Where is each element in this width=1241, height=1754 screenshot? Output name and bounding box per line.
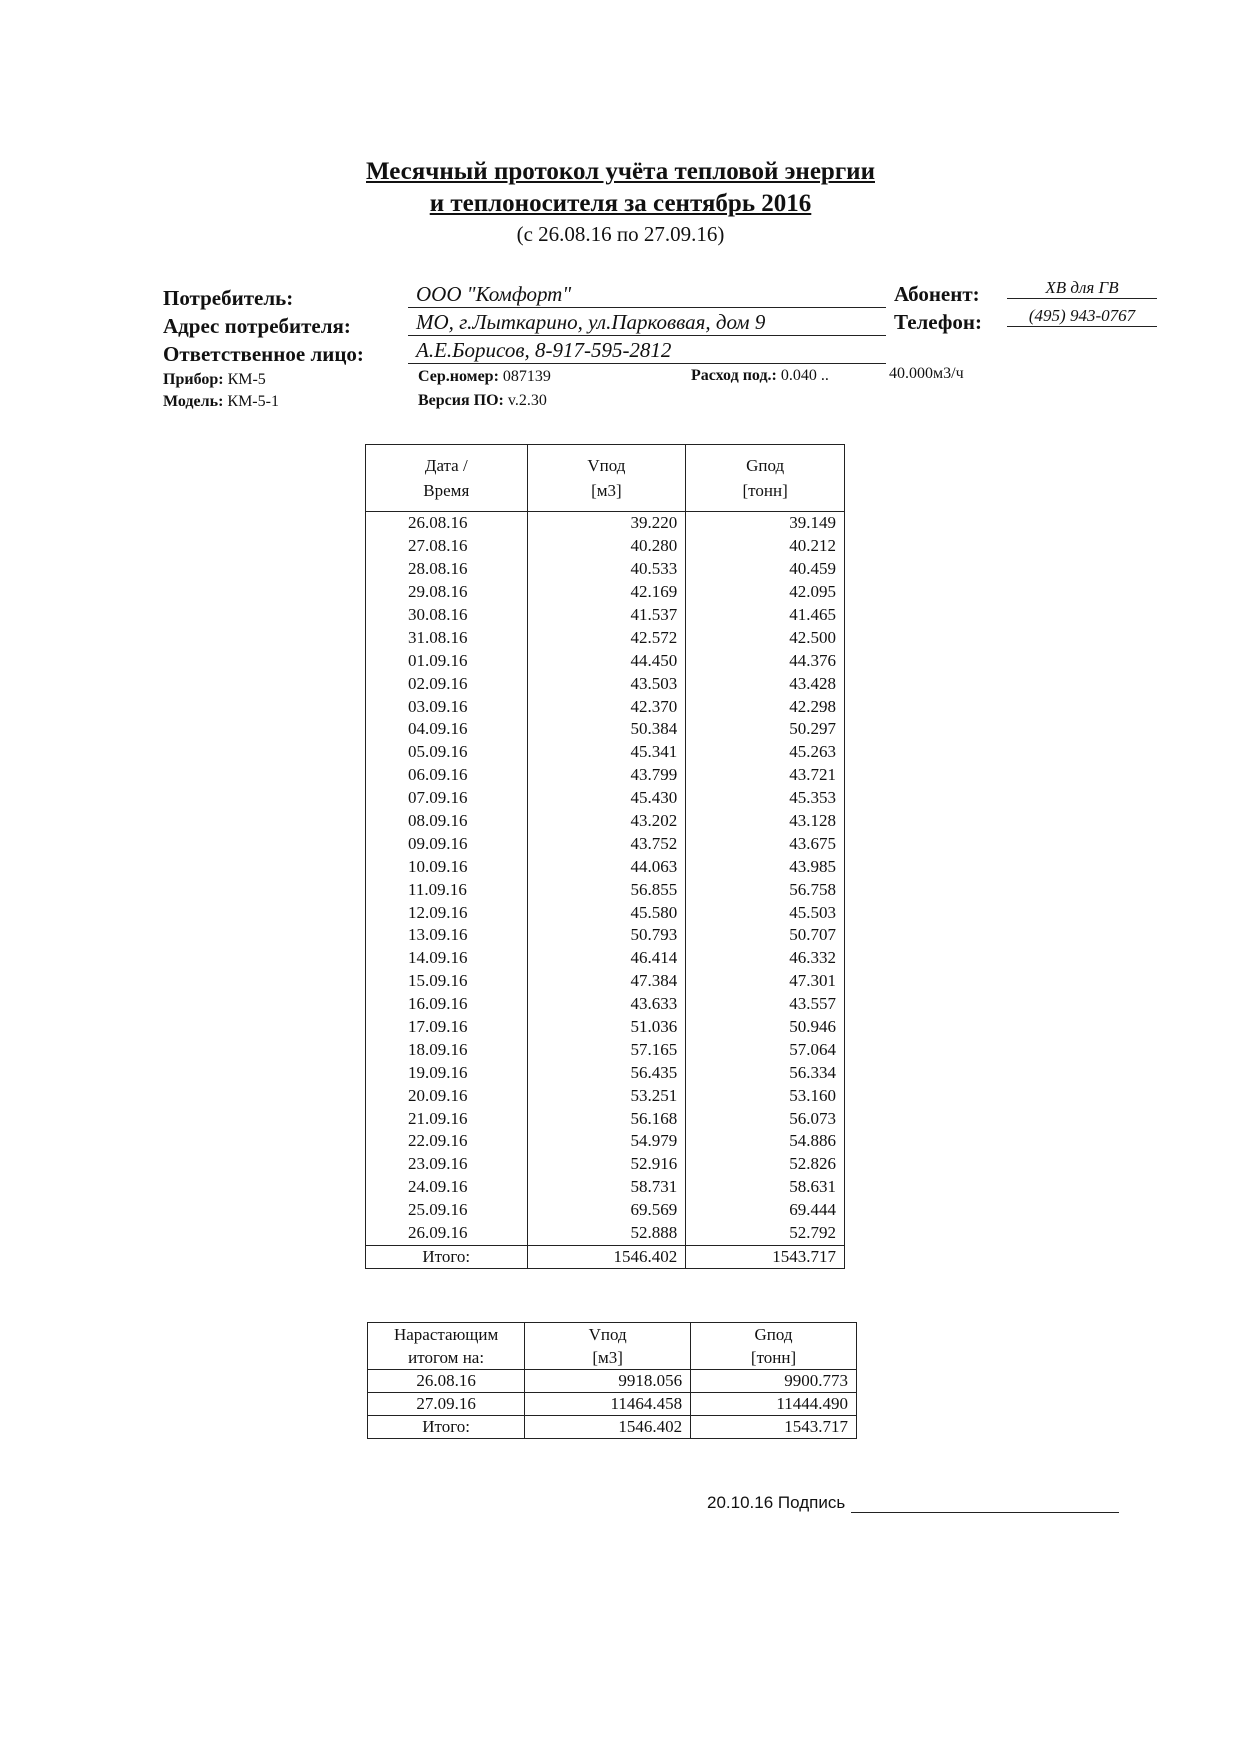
subscriber-value: ХВ для ГВ (1007, 278, 1157, 299)
row-v: 45.341 (527, 741, 686, 764)
row-date: 26.08.16 (366, 512, 528, 535)
title-line-1: Месячный протокол учёта тепловой энергии (366, 158, 875, 185)
subscriber-label: Абонент: (894, 282, 980, 306)
row-g: 47.301 (686, 970, 845, 993)
row-g: 40.212 (686, 535, 845, 558)
row-g: 45.353 (686, 787, 845, 810)
row-v: 42.572 (527, 626, 686, 649)
row-g: 39.149 (686, 512, 845, 535)
row-v: 42.169 (527, 581, 686, 604)
row-v: 47.384 (527, 970, 686, 993)
table-row (366, 970, 845, 993)
row-v: 50.793 (527, 924, 686, 947)
row-v: 42.370 (527, 695, 686, 718)
row-date: 15.09.16 (366, 970, 528, 993)
row-g: 52.826 (686, 1153, 845, 1176)
cumulative-header-row (368, 1323, 857, 1370)
responsible-label: Ответственное лицо: (163, 342, 364, 366)
row-date: 16.09.16 (366, 993, 528, 1016)
row-v: 56.168 (527, 1107, 686, 1130)
row-v: 45.430 (527, 787, 686, 810)
row-date: 02.09.16 (366, 672, 528, 695)
row-g: 50.946 (686, 1016, 845, 1039)
row-v: 57.165 (527, 1038, 686, 1061)
row-g: 44.376 (686, 649, 845, 672)
row-v: 40.533 (527, 558, 686, 581)
row-date: 13.09.16 (366, 924, 528, 947)
row-g: 52.792 (686, 1222, 845, 1245)
row-date: 08.09.16 (366, 810, 528, 833)
phone-label: Телефон: (894, 310, 983, 334)
row-v: 51.036 (527, 1016, 686, 1039)
table-header-row (366, 445, 845, 512)
row-date: 04.09.16 (366, 718, 528, 741)
table-row (366, 512, 845, 535)
phone-value: (495) 943-0767 (1007, 306, 1157, 327)
row-date: 01.09.16 (366, 649, 528, 672)
row-date: 18.09.16 (366, 1038, 528, 1061)
table-row (366, 855, 845, 878)
table-row (366, 695, 845, 718)
row-v: 56.435 (527, 1061, 686, 1084)
table-row (366, 649, 845, 672)
table-row (366, 581, 845, 604)
total-label: Итого: (366, 1245, 528, 1269)
flow-max: 40.000м3/ч (889, 365, 964, 382)
row-date: 29.08.16 (366, 581, 528, 604)
cum-col-label-header: Нарастающим итогом на: (368, 1323, 525, 1370)
report-period: (с 26.08.16 по 27.09.16) (516, 222, 725, 246)
table-row (366, 672, 845, 695)
row-date: 11.09.16 (366, 878, 528, 901)
table-row (368, 1370, 857, 1393)
table-row (366, 1199, 845, 1222)
table-row (366, 878, 845, 901)
address-label: Адрес потребителя: (163, 314, 351, 338)
table-row (366, 1176, 845, 1199)
row-date: 14.09.16 (366, 947, 528, 970)
cum-row-v: 9918.056 (525, 1370, 691, 1393)
serial-label: Сер.номер: (418, 368, 499, 385)
signature-block (707, 1493, 1119, 1513)
table-row (366, 558, 845, 581)
row-date: 28.08.16 (366, 558, 528, 581)
table-row (366, 626, 845, 649)
cum-col-v-header: Vпод [м3] (525, 1323, 691, 1370)
software-value: v.2.30 (507, 392, 547, 409)
device-label: Прибор: (163, 371, 224, 388)
row-g: 42.298 (686, 695, 845, 718)
table-row (366, 1084, 845, 1107)
address-value: МО, г.Лыткарино, ул.Парковвая, дом 9 (408, 310, 886, 336)
table-row (366, 993, 845, 1016)
table-row (366, 1038, 845, 1061)
row-g: 46.332 (686, 947, 845, 970)
row-g: 69.444 (686, 1199, 845, 1222)
row-g: 42.095 (686, 581, 845, 604)
row-g: 45.503 (686, 901, 845, 924)
row-date: 19.09.16 (366, 1061, 528, 1084)
cum-col-g-header: Gпод [тонн] (691, 1323, 857, 1370)
responsible-value: А.Е.Борисов, 8-917-595-2812 (408, 338, 886, 364)
table-row (366, 787, 845, 810)
row-date: 30.08.16 (366, 604, 528, 627)
cumulative-body (368, 1370, 857, 1439)
cum-row-g: 11444.490 (691, 1393, 857, 1416)
model-line (163, 393, 279, 411)
row-g: 54.886 (686, 1130, 845, 1153)
table-row (366, 1107, 845, 1130)
row-g: 58.631 (686, 1176, 845, 1199)
row-v: 41.537 (527, 604, 686, 627)
table-row (366, 764, 845, 787)
row-g: 50.707 (686, 924, 845, 947)
row-g: 43.985 (686, 855, 845, 878)
software-line (418, 392, 547, 410)
table-row (366, 535, 845, 558)
row-g: 45.263 (686, 741, 845, 764)
table-row (366, 1061, 845, 1084)
row-v: 56.855 (527, 878, 686, 901)
row-date: 25.09.16 (366, 1199, 528, 1222)
table-row (366, 718, 845, 741)
row-v: 54.979 (527, 1130, 686, 1153)
table-row (368, 1393, 857, 1416)
serial-value: 087139 (502, 368, 551, 385)
daily-readings-table (365, 444, 845, 1269)
row-v: 45.580 (527, 901, 686, 924)
cum-row-g: 1543.717 (691, 1416, 857, 1439)
flow-value: 0.040 .. (780, 367, 829, 384)
row-g: 43.675 (686, 832, 845, 855)
model-value: КМ-5-1 (227, 393, 279, 410)
row-g: 43.557 (686, 993, 845, 1016)
row-g: 57.064 (686, 1038, 845, 1061)
row-date: 06.09.16 (366, 764, 528, 787)
total-g: 1543.717 (686, 1245, 845, 1269)
table-row (366, 1130, 845, 1153)
row-date: 03.09.16 (366, 695, 528, 718)
flow-label: Расход под.: (691, 367, 777, 384)
row-v: 50.384 (527, 718, 686, 741)
row-g: 41.465 (686, 604, 845, 627)
row-v: 46.414 (527, 947, 686, 970)
row-g: 56.758 (686, 878, 845, 901)
cum-row-g: 9900.773 (691, 1370, 857, 1393)
total-v: 1546.402 (527, 1245, 686, 1269)
row-date: 07.09.16 (366, 787, 528, 810)
serial-line (418, 368, 551, 386)
row-v: 43.799 (527, 764, 686, 787)
row-g: 53.160 (686, 1084, 845, 1107)
row-v: 44.063 (527, 855, 686, 878)
row-date: 12.09.16 (366, 901, 528, 924)
row-g: 43.428 (686, 672, 845, 695)
table-row (366, 901, 845, 924)
row-v: 58.731 (527, 1176, 686, 1199)
cum-row-label: Итого: (368, 1416, 525, 1439)
title-line-2: и теплоносителя за сентябрь 2016 (429, 190, 812, 217)
row-date: 23.09.16 (366, 1153, 528, 1176)
signature-label: Подпись (777, 1493, 846, 1512)
row-g: 42.500 (686, 626, 845, 649)
row-date: 27.08.16 (366, 535, 528, 558)
table-row (366, 604, 845, 627)
row-g: 56.334 (686, 1061, 845, 1084)
document-title (0, 156, 1241, 248)
cumulative-table (367, 1322, 857, 1439)
row-v: 39.220 (527, 512, 686, 535)
table-row (366, 1222, 845, 1245)
row-v: 52.888 (527, 1222, 686, 1245)
row-date: 26.09.16 (366, 1222, 528, 1245)
row-date: 20.09.16 (366, 1084, 528, 1107)
row-v: 43.202 (527, 810, 686, 833)
signature-date: 20.10.16 (707, 1493, 774, 1512)
table-row (366, 947, 845, 970)
row-v: 44.450 (527, 649, 686, 672)
consumer-label: Потребитель: (163, 286, 294, 310)
row-date: 09.09.16 (366, 832, 528, 855)
table-row (368, 1416, 857, 1439)
signature-line (851, 1494, 1119, 1513)
total-row (366, 1245, 845, 1269)
daily-readings-body (366, 512, 845, 1246)
row-v: 53.251 (527, 1084, 686, 1107)
cum-row-label: 26.08.16 (368, 1370, 525, 1393)
row-v: 69.569 (527, 1199, 686, 1222)
cum-row-v: 1546.402 (525, 1416, 691, 1439)
consumer-value: ООО "Комфорт" (408, 282, 886, 308)
row-g: 50.297 (686, 718, 845, 741)
col-date-header: Дата / Время (366, 445, 528, 512)
device-line (163, 371, 266, 389)
model-label: Модель: (163, 393, 224, 410)
col-v-header: Vпод [м3] (527, 445, 686, 512)
row-v: 40.280 (527, 535, 686, 558)
table-row (366, 1016, 845, 1039)
col-g-header: Gпод [тонн] (686, 445, 845, 512)
row-g: 56.073 (686, 1107, 845, 1130)
row-date: 05.09.16 (366, 741, 528, 764)
cum-row-label: 27.09.16 (368, 1393, 525, 1416)
flow-line (691, 367, 829, 385)
row-date: 17.09.16 (366, 1016, 528, 1039)
row-date: 21.09.16 (366, 1107, 528, 1130)
table-row (366, 741, 845, 764)
row-v: 43.752 (527, 832, 686, 855)
row-date: 31.08.16 (366, 626, 528, 649)
software-label: Версия ПО: (418, 392, 504, 409)
row-g: 43.721 (686, 764, 845, 787)
device-value: КМ-5 (227, 371, 266, 388)
row-v: 43.503 (527, 672, 686, 695)
row-date: 10.09.16 (366, 855, 528, 878)
row-date: 22.09.16 (366, 1130, 528, 1153)
table-row (366, 1153, 845, 1176)
row-g: 40.459 (686, 558, 845, 581)
table-row (366, 810, 845, 833)
table-row (366, 924, 845, 947)
row-v: 43.633 (527, 993, 686, 1016)
cum-row-v: 11464.458 (525, 1393, 691, 1416)
row-date: 24.09.16 (366, 1176, 528, 1199)
row-v: 52.916 (527, 1153, 686, 1176)
row-g: 43.128 (686, 810, 845, 833)
table-row (366, 832, 845, 855)
